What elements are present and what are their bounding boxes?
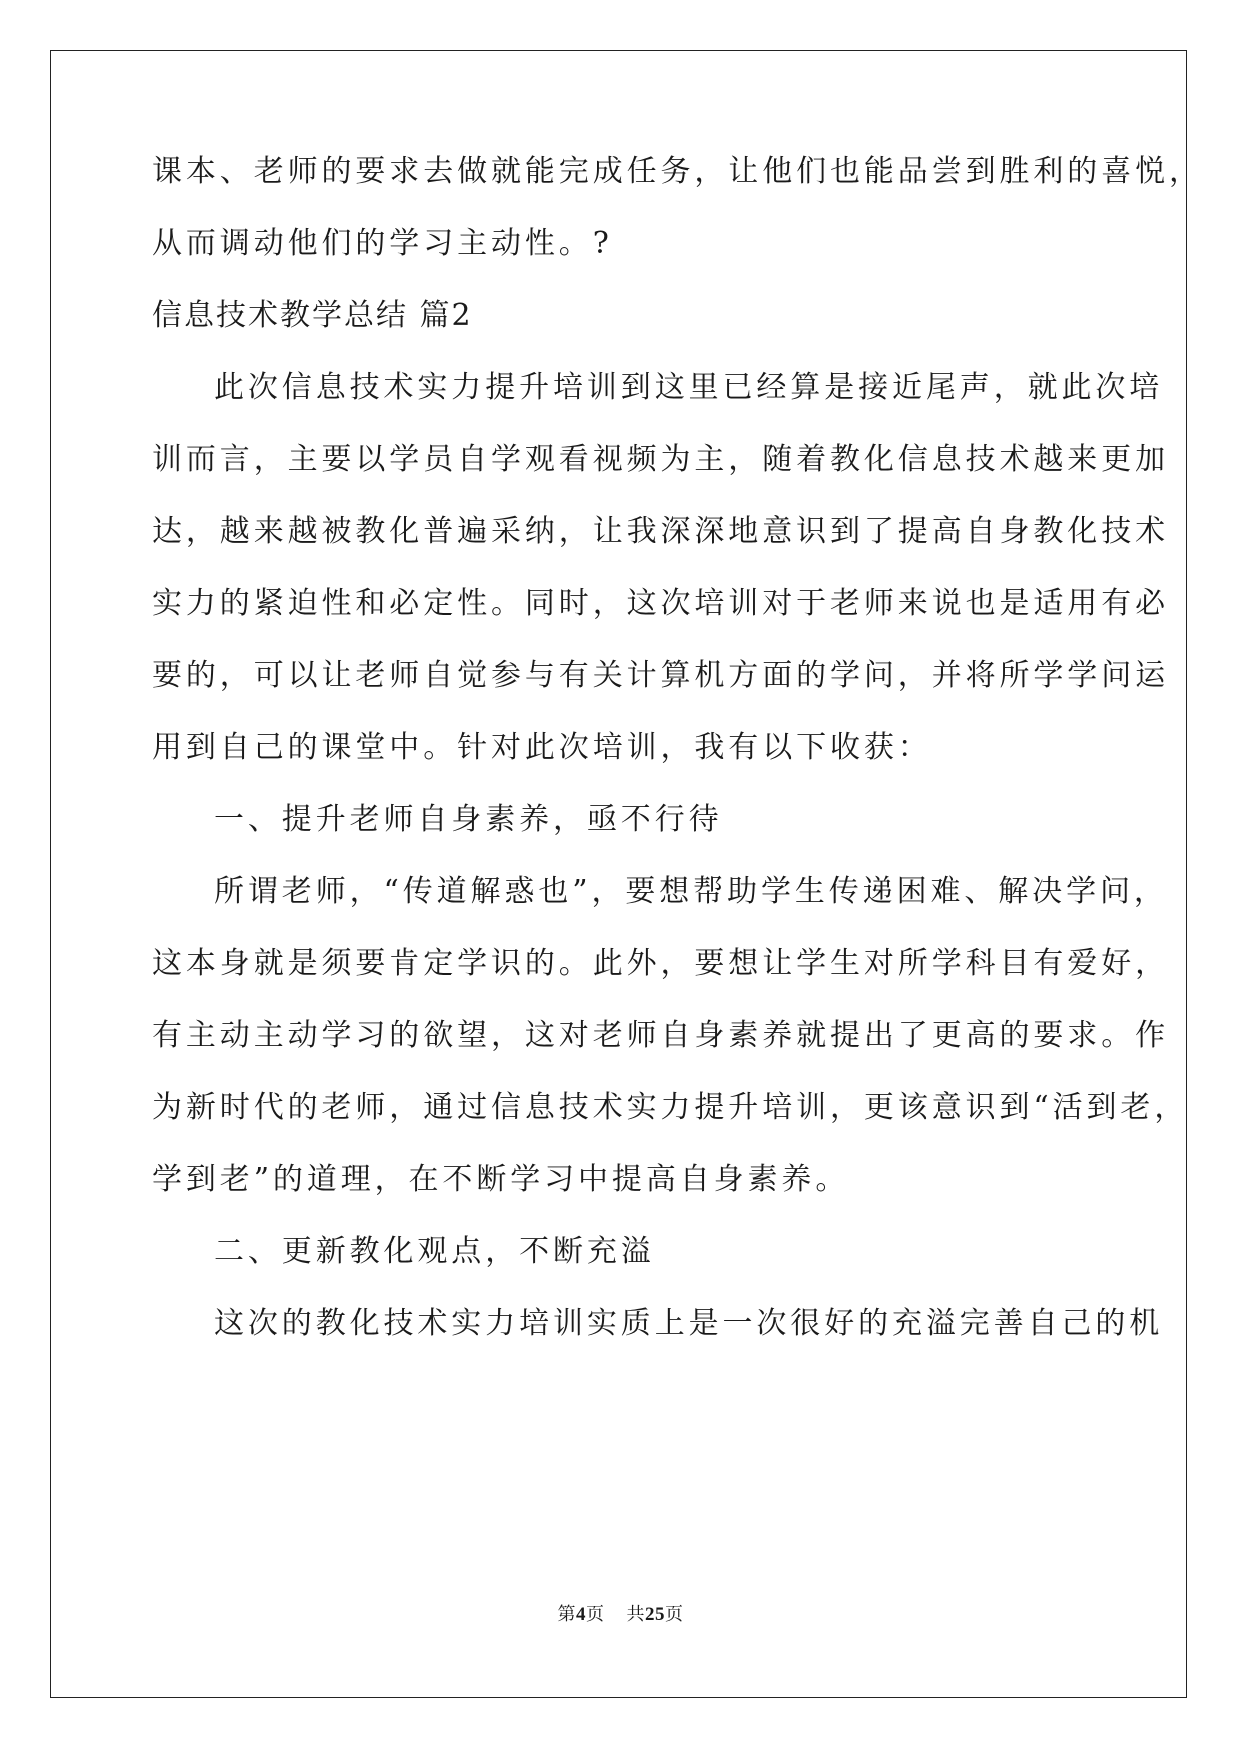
page-footer: [0, 1603, 1241, 1627]
subheading-1: 一、提升老师自身素养，亟不行待: [214, 802, 723, 837]
body-line: 实力的紧迫性和必定性。同时，这次培训对于老师来说也是适用有必: [152, 586, 1169, 621]
total-suffix: 页: [665, 1604, 684, 1625]
body-line: 训而言，主要以学员自学观看视频为主，随着教化信息技术越来更加: [152, 442, 1169, 477]
subheading-2: 二、更新教化观点，不断充溢: [214, 1234, 655, 1269]
body-line: 达，越来越被教化普遍采纳，让我深深地意识到了提高自身教化技术: [152, 514, 1169, 549]
body-line: 此次信息技术实力提升培训到这里已经算是接近尾声，就此次培: [214, 370, 1164, 405]
page-suffix: 页: [586, 1604, 605, 1625]
body-line: 从而调动他们的学习主动性。?: [152, 226, 613, 261]
page-total: 25: [645, 1604, 665, 1625]
body-line: 所谓老师，“传道解惑也”，要想帮助学生传递困难、解决学问，: [214, 874, 1168, 909]
page-prefix: 第: [557, 1604, 576, 1625]
body-line: 有主动主动学习的欲望，这对老师自身素养就提出了更高的要求。作: [152, 1018, 1169, 1053]
body-line: 为新时代的老师，通过信息技术实力提升培训，更该意识到“活到老，: [152, 1090, 1189, 1125]
body-line: 课本、老师的要求去做就能完成任务，让他们也能品尝到胜利的喜悦，: [152, 154, 1203, 189]
total-prefix: 共: [626, 1604, 645, 1625]
body-line: 用到自己的课堂中。针对此次培训，我有以下收获：: [152, 730, 932, 765]
body-line: 这次的教化技术实力培训实质上是一次很好的充溢完善自己的机: [214, 1306, 1164, 1341]
body-line: 这本身就是须要肯定学识的。此外，要想让学生对所学科目有爱好，: [152, 946, 1169, 981]
page-current: 4: [576, 1604, 586, 1625]
body-line: 学到老”的道理，在不断学习中提高自身素养。: [152, 1162, 850, 1197]
body-line: 要的，可以让老师自觉参与有关计算机方面的学问，并将所学学问运: [152, 658, 1169, 693]
section-heading: 信息技术教学总结 篇2: [152, 298, 473, 333]
